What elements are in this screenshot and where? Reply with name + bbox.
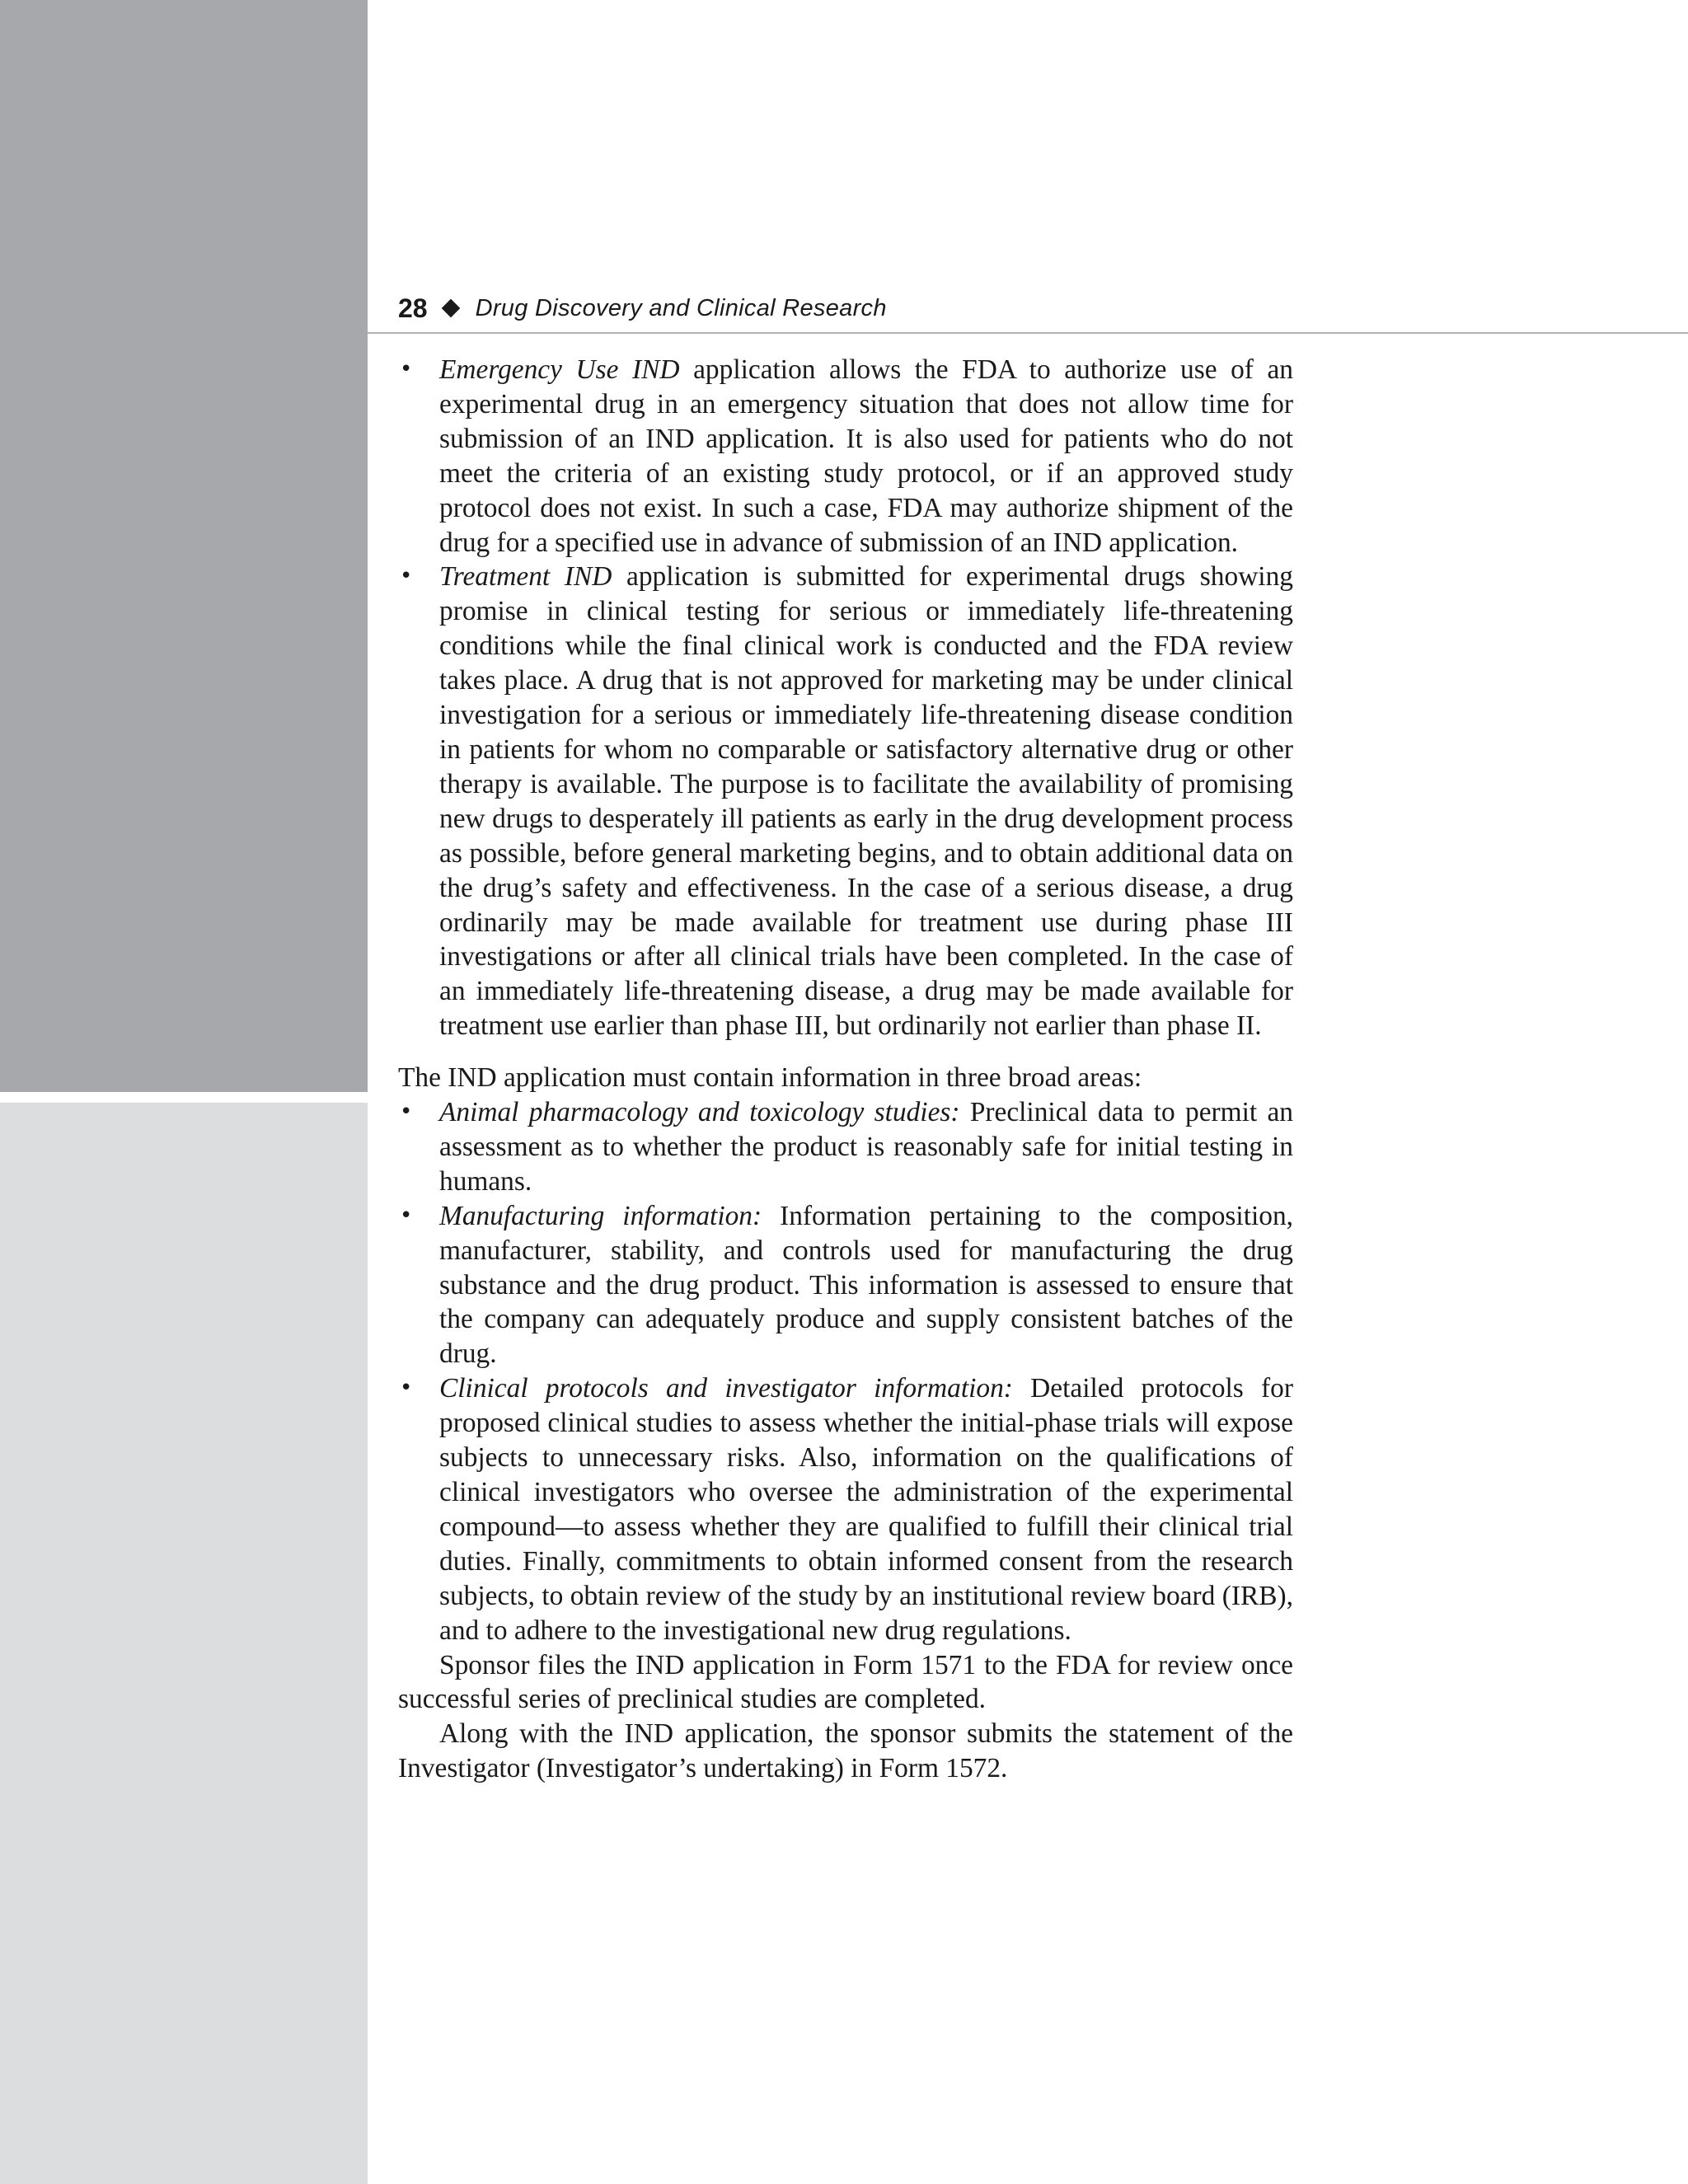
list-item-emergency-use-ind — [398, 353, 1293, 560]
bullet-icon: • — [400, 357, 413, 382]
description: Preclinical data to permit an assessment as to whether the product is reasonably safe for initial testing in humans. — [439, 1097, 1293, 1197]
description: Detailed protocols for proposed clinical studies to assess whether the initial-phase trials will expose subjects to unnecessary risks. Also, information on the qualifications of clinical investigators who oversee the administration of the experimental compound—to assess whether they are qualified to fulfill their clinical trial duties. Finally, commitments to obtain informed consent from the research subjects, to obtain review of the study by an institutional review board (IRB), and to adhere to the investigational new drug regulations. — [439, 1373, 1293, 1646]
term: Animal pharmacology and toxicology studies: — [439, 1097, 960, 1128]
paragraph-form-1571: Sponsor files the IND application in Form 1571 to the FDA for review once successful series of preclinical studies are completed. — [398, 1649, 1293, 1715]
list-item-clinical-protocols — [398, 1371, 1293, 1647]
diamond-separator-icon — [441, 299, 460, 318]
list-item-manufacturing-information — [398, 1199, 1293, 1372]
body-text — [398, 353, 1293, 1786]
term: Treatment IND — [439, 561, 612, 593]
areas-intro: The IND application must contain information in three broad areas: — [398, 1062, 1142, 1094]
term: Clinical protocols and investigator information: — [439, 1373, 1013, 1404]
term: Manufacturing information: — [439, 1200, 762, 1231]
description: Information pertaining to the composition, manufacturer, stability, and controls used for manufacturing the drug substance and the drug product. This information is assessed to ensure that the company can adequately produce and supply consistent batches of the drug. — [439, 1200, 1293, 1370]
page-number: 28 — [398, 293, 428, 323]
bullet-icon: • — [400, 1376, 413, 1401]
term: Emergency Use IND — [439, 354, 680, 385]
bullet-icon: • — [400, 1099, 413, 1125]
list-item-treatment-ind — [398, 560, 1293, 1043]
running-header — [398, 290, 887, 326]
description: application is submitted for experimental drugs showing promise in clinical testing for serious or immediately life-threatening conditions while the final clinical work is conducted and the FDA review takes place. A drug that is not approved for marketing may be under clinical investigation for a serious or immediately life-threatening disease condition in patients for whom no comparable or satisfactory alternative drug or other therapy is available. The purpose is to facilitate the availability of promising new drugs to desperately ill patients as early in the drug development process as possible, before general marketing begins, and to obtain additional data on the drug’s safety and effectiveness. In the case of a serious disease, a drug ordinarily may be made available for treatment use during phase III investigations or after all clinical trials have been completed. In the case of an immediately life-threatening disease, a drug may be made available for treatment use earlier than phase III, but ordinarily not earlier than phase II. — [439, 561, 1293, 1042]
list-item-animal-pharmacology — [398, 1095, 1293, 1199]
header-rule — [368, 332, 1688, 334]
running-title: Drug Discovery and Clinical Research — [475, 294, 887, 321]
bullet-icon: • — [400, 1202, 413, 1228]
bullet-icon: • — [400, 564, 413, 589]
description: application allows the FDA to authorize use of an experimental drug in an emergency situation that does not allow time for submission of an IND application. It is also used for patients who do not meet the criteria of an existing study protocol, or if an approved study protocol does not exist. In such a case, FDA may authorize shipment of the drug for a specified use in advance of submission of an IND application. — [439, 354, 1294, 558]
paragraph-form-1572: Along with the IND application, the sponsor submits the statement of the Investigator (Investigator’s undertaking) in Form 1572. — [398, 1718, 1293, 1784]
side-band-light — [0, 1103, 368, 2184]
side-band-dark — [0, 0, 368, 1092]
